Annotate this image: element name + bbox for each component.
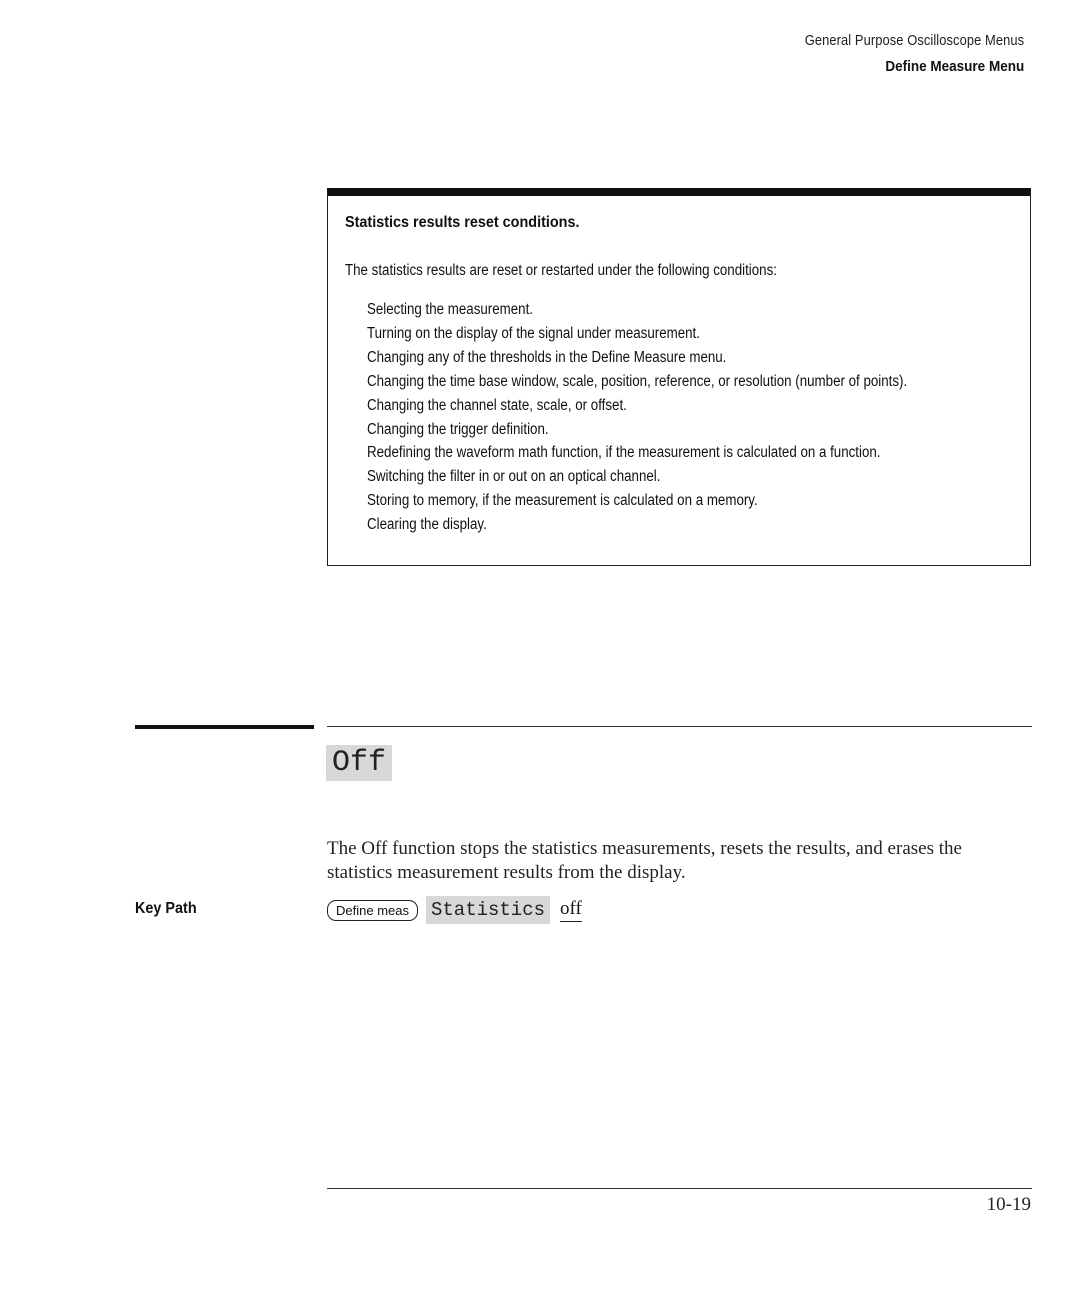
statistics-softkey: Statistics bbox=[426, 896, 550, 924]
list-item: Changing the time base window, scale, position, reference, or resolution (number of points). bbox=[367, 372, 908, 390]
off-option: off bbox=[560, 898, 582, 922]
off-description: The Off function stops the statistics measurements, resets the results, and erases the statistics measurement results from the display. bbox=[327, 838, 962, 883]
chapter-title: General Purpose Oscilloscope Menus bbox=[804, 32, 1024, 49]
off-softkey-heading: Off bbox=[326, 745, 392, 781]
running-head bbox=[769, 32, 1024, 75]
section-title: Define Measure Menu bbox=[885, 58, 1024, 75]
section-rule-right bbox=[327, 726, 1032, 727]
list-item: Changing the trigger definition. bbox=[367, 420, 549, 438]
key-path-label: Key Path bbox=[135, 900, 197, 917]
section-rule-left bbox=[135, 725, 314, 729]
footer-rule bbox=[327, 1188, 1032, 1189]
key-path bbox=[327, 896, 582, 924]
page-number: 10-19 bbox=[986, 1194, 1031, 1215]
list-item: Storing to memory, if the measurement is calculated on a memory. bbox=[367, 492, 758, 510]
note-intro: The statistics results are reset or restarted under the following conditions: bbox=[345, 262, 777, 279]
define-meas-key: Define meas bbox=[327, 900, 418, 921]
list-item: Turning on the display of the signal under measurement. bbox=[367, 324, 700, 342]
list-item: Switching the filter in or out on an optical channel. bbox=[367, 468, 661, 486]
list-item: Changing any of the thresholds in the Define Measure menu. bbox=[367, 348, 727, 366]
list-item: Clearing the display. bbox=[367, 516, 487, 534]
note-box bbox=[327, 188, 1031, 566]
list-item: Selecting the measurement. bbox=[367, 301, 533, 318]
list-item: Redefining the waveform math function, if the measurement is calculated on a function. bbox=[367, 444, 881, 462]
reset-conditions-list bbox=[367, 298, 995, 537]
note-title: Statistics results reset conditions. bbox=[345, 214, 580, 231]
list-item: Changing the channel state, scale, or offset. bbox=[367, 396, 627, 414]
